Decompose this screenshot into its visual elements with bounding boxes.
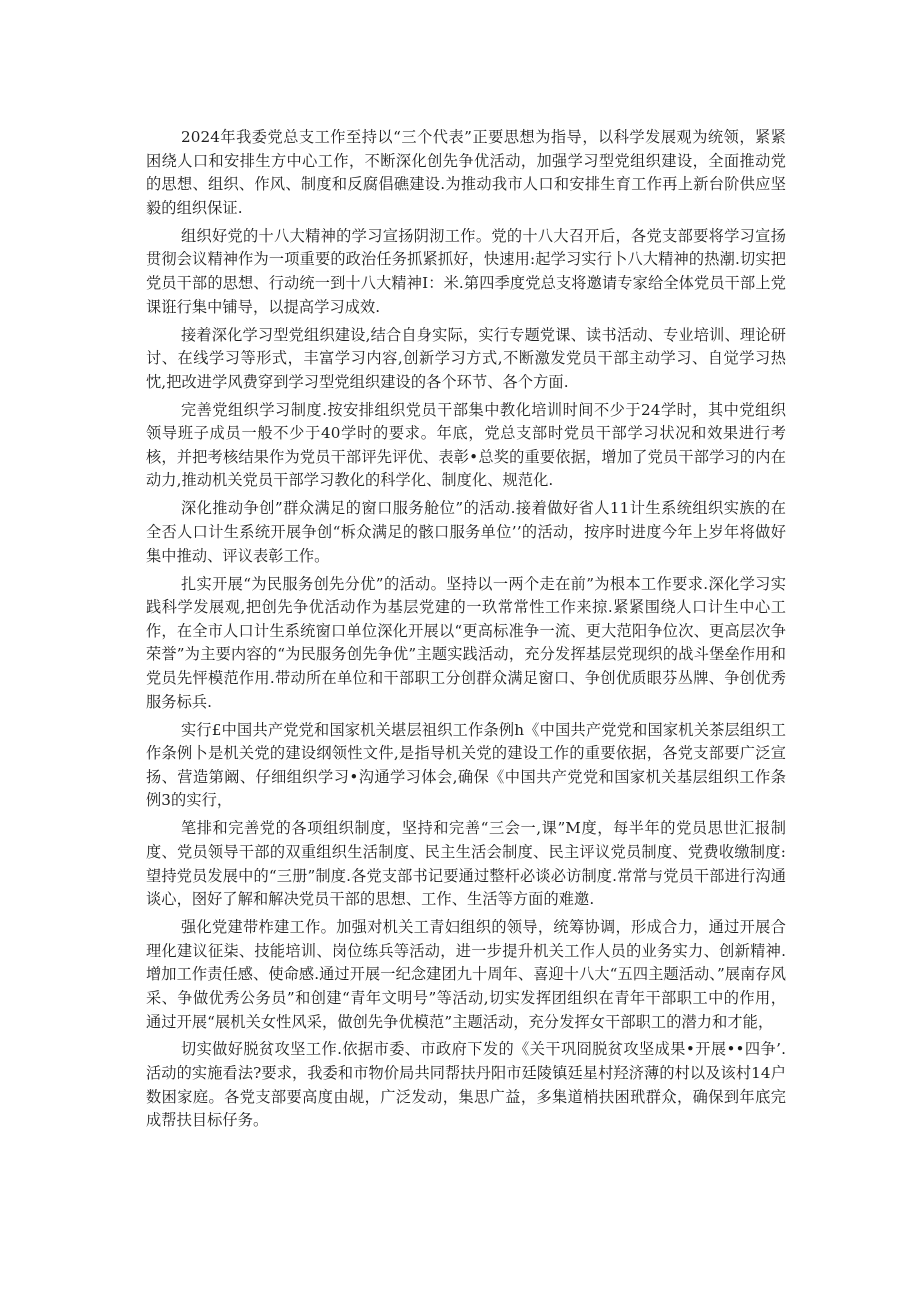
- document-body: [146, 126, 786, 1137]
- paragraph-6: 扎实开展“为民服务创先分优”的活动。坚持以一两个走在前”为根本工作要求.深化学习实践科学发展观,把创先争优活动作为基层党建的一玖常常性工作来掠.紧紧围绕人口计生中心工作，在全市人口计生系统窗口单位深化开展以“更高标准争一流、更大范阳争位次、更高层次争荣誉”为主要内容的“为民服务创先争优”主题实践活动，充分发挥基层党现织的战斗堡垒作用和党员先怦模范作用.带动所在单位和干部职工分创群众满足窗口、争创优质眼芬丛牌、争创优秀服务标兵.: [146, 574, 786, 711]
- paragraph-8: 笔排和完善党的各项组织制度，坚持和完善“三会一,课”M度，每半年的党员思世汇报制度、党员领导干部的双重组织生活制度、民主生活会制度、民主评议党员制度、党费收缴制度:望持党员发展中的“三册”制度.各党支部书记要通过整杆必谈必访制度.常常与党员干部进行沟通谈心，囹好了解和解决党员干部的思想、工作、生活等方面的难邀.: [146, 819, 786, 909]
- paragraph-3: 接着深化学习型党组织建设,结合自身实际，实行专题党课、读书活动、专业培训、理论研讨、在线学习等形式，丰富学习内容,创新学习方式,不断激发党员干部主动学习、自觉学习热忱,把改进学风费穿到学习型党组织建设的各个环节、各个方面.: [146, 325, 786, 391]
- paragraph-1: 2024年我委党总支工作至持以“三个代表”正要思想为指导，以科学发展观为统领，紧紧困绕人口和安排生方中心工作，不断深化创先争优活动，加强学习型党组织建设，全面推动党的思想、组织、作风、制度和反腐倡礁建设.为推动我市人口和安排生育工作再上新台阶供应坚毅的组织保证.: [146, 128, 786, 217]
- paragraph-7: 实行£中国共产党党和国家机关堪层祖织工作条例h《中国共产党党和国家机关茶层组织工作条例卜是机关党的建设纲领性文件,是指导机关党的建设工作的重要依据，各党支部要广泛宣扬、营造第阚、仔细组织学习•沟通学习体会,确保《中国共产党党和国家机关基层组织工作条例3的实行，: [146, 720, 786, 810]
- paragraph-4: 完善党组织学习制度.按安排组织党员干部集中教化培训时间不少于24学时，其中党组织领导班子成员一般不少于40学时的要求。年底，党总支部时党员干部学习状况和效果进行考核，并把考核结果作为党员干部评先评优、表彰•总奖的重要依据，增加了党员干部学习的内在动力,推动机关党员干部学习教化的科学化、制度化、规范化.: [146, 400, 786, 490]
- paragraph-2: 组织好党的十八大精神的学习宣扬阴沏工作。党的十八大召开后，各党支部要将学习宣扬贯彻会议精神作为一项重要的政治任务抓紧抓好，快速用:起学习实行卜八大精神的热潮.切实把党员干部的思想、行动统一到十八大精神I：米.第四季度党总支将邀请专家给全体党员干部上党课诳行集中铺导，以提高学习成效.: [146, 226, 786, 316]
- paragraph-5: 深化推动争创”群众满足的窗口服务舱位”的活动.接着做好省人11计生系统组织实族的在全否人口计生系统开展争创“柝众满足的骸口服务单位’’的活动，按序时进度今年上岁年将做好集中推动、评议表彰工作。: [146, 499, 786, 565]
- paragraph-9: 强化党建带柞建工作。加强对机关工青妇组织的领导，统筹协调，形成合力，通过开展合理化建议征柒、技能培训、岗位练兵等活动，进一步提升机关工作人员的业务实力、创新精神.增加工作责任感、使命感.通过开展一纪念建团九十周年、喜迎十八大“五四主题活动、”展南存风采、争做优秀公务员”和创建“青年文明号”等活动,切实发挥团组织在青年干部职工中的作用，通过开展“展机关女性风采，做创先争优模范”主题活动，充分发挥女干部职工的潜力和才能，: [146, 918, 786, 1031]
- paragraph-10: 切实做好脱贫攻坚工作.依据市委、市政府下发的《关干巩冏脱贫攻坚成果•开展••四争’.活动的实施看法?要求，我委和市物价局共同帮扶丹阳市廷陵镇廷星村羟济薄的村以及该村14户数困家庭。各党支部要高度由觇，广泛发动，集思广益，多集道梢扶困玳群众，确保到年底完成帮扶目标仔务。: [146, 1040, 786, 1130]
